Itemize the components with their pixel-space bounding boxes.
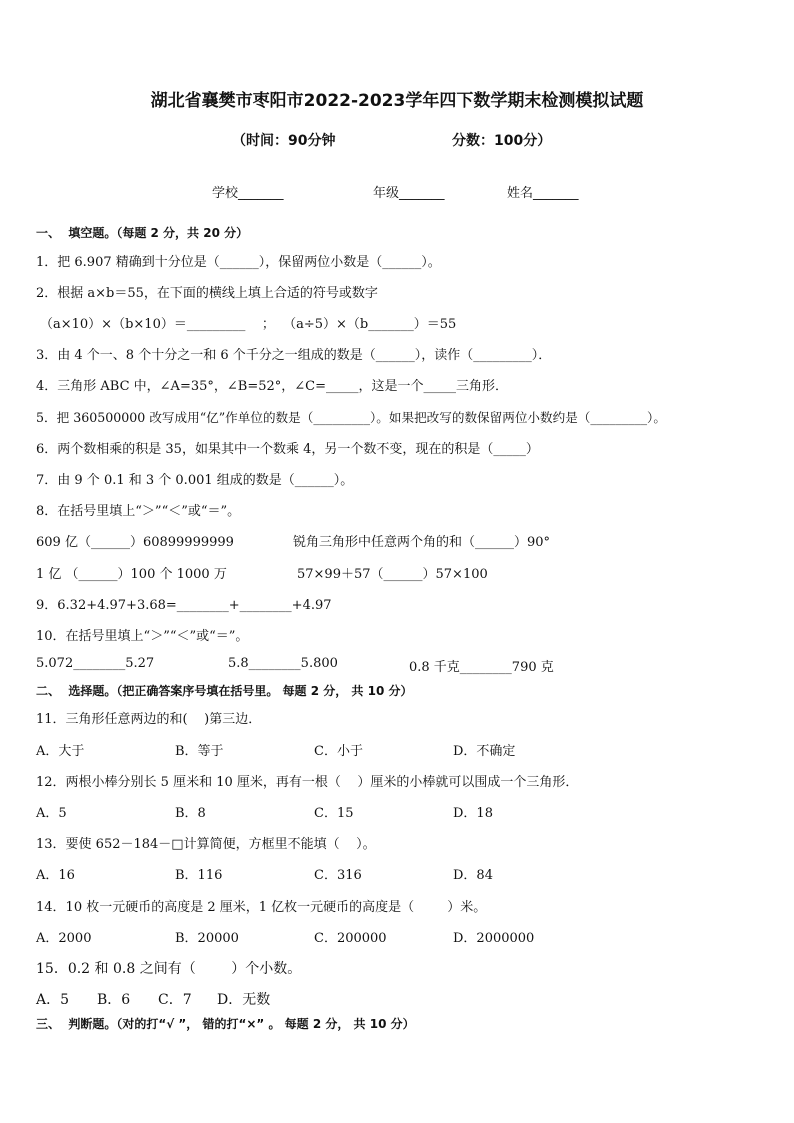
q12-option-d: D．18: [453, 806, 493, 821]
q15-option-a: A．5: [36, 992, 70, 1008]
question-12: 12．两根小棒分别长 5 厘米和 10 厘米，再有一根（ ）厘米的小棒就可以围成一个三角形．: [36, 775, 579, 790]
question-6: 6．两个数相乘的积是 35，如果其中一个数乘 4，另一个数不变，现在的积是（_____）: [36, 442, 539, 457]
section-fill-blank: 一、 填空题。（每题 2 分，共 20 分）: [36, 226, 249, 240]
question-15: 15．0.2 和 0.8 之间有（ ）个小数。: [36, 961, 302, 977]
q12-option-c: C．15: [314, 806, 354, 821]
question-2-sub: （a×10）×（b×10）＝_________ ； （a÷5）×（b_______）＝55: [40, 317, 457, 332]
question-10: 10．在括号里填上“＞”“＜”或“＝”。: [36, 629, 249, 644]
q15-option-c: C．7: [158, 992, 192, 1008]
question-7: 7．由 9 个 0.1 和 3 个 0.001 组成的数是（______）。: [36, 473, 354, 488]
q14-option-a: A．2000: [36, 931, 92, 946]
question-8-a2: 锐角三角形中任意两个角的和（______）90°: [293, 535, 551, 550]
page-title: 湖北省襄樊市枣阳市2022-2023学年四下数学期末检测模拟试题: [150, 91, 644, 111]
question-9: 9．6.32+4.97+3.68=________+________+4.97: [36, 598, 332, 613]
q12-option-a: A．5: [36, 806, 67, 821]
question-3: 3．由 4 个一、8 个十分之一和 6 个千分之一组成的数是（______），读作（_________）．: [36, 348, 552, 363]
section-true-false: 三、 判断题。（对的打“√ ”， 错的打“×” 。 每题 2 分， 共 10 分）: [36, 1017, 415, 1031]
q11-option-d: D．不确定: [453, 744, 516, 759]
question-8: 8．在括号里填上“＞”“＜”或“＝”。: [36, 504, 241, 519]
question-4: 4．三角形 ABC 中，∠A=35°，∠B=52°，∠C=_____，这是一个_____三角形．: [36, 379, 508, 394]
q11-option-c: C．小于: [314, 744, 363, 759]
q14-option-b: B．20000: [175, 931, 239, 946]
q13-option-a: A．16: [36, 868, 75, 883]
q15-option-d: D．无数: [217, 992, 271, 1008]
question-10-a: 5.072________5.27: [36, 656, 155, 671]
q13-option-d: D．84: [453, 868, 493, 883]
q11-option-a: A．大于: [36, 744, 85, 759]
q13-option-c: C．316: [314, 868, 362, 883]
school-field: 学校_______: [212, 186, 284, 201]
q13-option-b: B．116: [175, 868, 223, 883]
exam-score: 分数：100分）: [452, 133, 552, 149]
question-5: 5．把 360500000 改写成用“亿”作单位的数是（_________）。如果把改写的数保留两位小数约是（_________）。: [36, 410, 666, 425]
question-1: 1．把 6.907 精确到十分位是（______），保留两位小数是（______）。: [36, 255, 441, 270]
question-14: 14．10 枚一元硬币的高度是 2 厘米，1 亿枚一元硬币的高度是（ ）米。: [36, 900, 487, 915]
question-8-a1: 609 亿（______）60899999999: [36, 535, 234, 550]
question-10-b: 5.8________5.800: [228, 656, 338, 671]
section-multiple-choice: 二、 选择题。（把正确答案序号填在括号里。 每题 2 分， 共 10 分）: [36, 684, 413, 698]
question-10-c: 0.8 千克________790 克: [409, 660, 554, 675]
q11-option-b: B．等于: [175, 744, 224, 759]
question-8-b1: 1 亿 （______）100 个 1000 万: [36, 567, 227, 582]
q14-option-d: D．2000000: [453, 931, 535, 946]
q12-option-b: B．8: [175, 806, 206, 821]
question-8-b2: 57×99＋57（______）57×100: [297, 567, 488, 582]
question-13: 13．要使 652－184－□计算简便，方框里不能填（ ）。: [36, 837, 376, 852]
grade-field: 年级_______: [373, 186, 445, 201]
question-2: 2．根据 a×b＝55，在下面的横线上填上合适的符号或数字: [36, 286, 378, 301]
exam-time: （时间：90分钟: [232, 133, 336, 149]
name-field: 姓名_______: [507, 186, 579, 201]
question-11: 11．三角形任意两边的和( )第三边．: [36, 712, 262, 727]
q15-option-b: B．6: [97, 992, 131, 1008]
q14-option-c: C．200000: [314, 931, 387, 946]
